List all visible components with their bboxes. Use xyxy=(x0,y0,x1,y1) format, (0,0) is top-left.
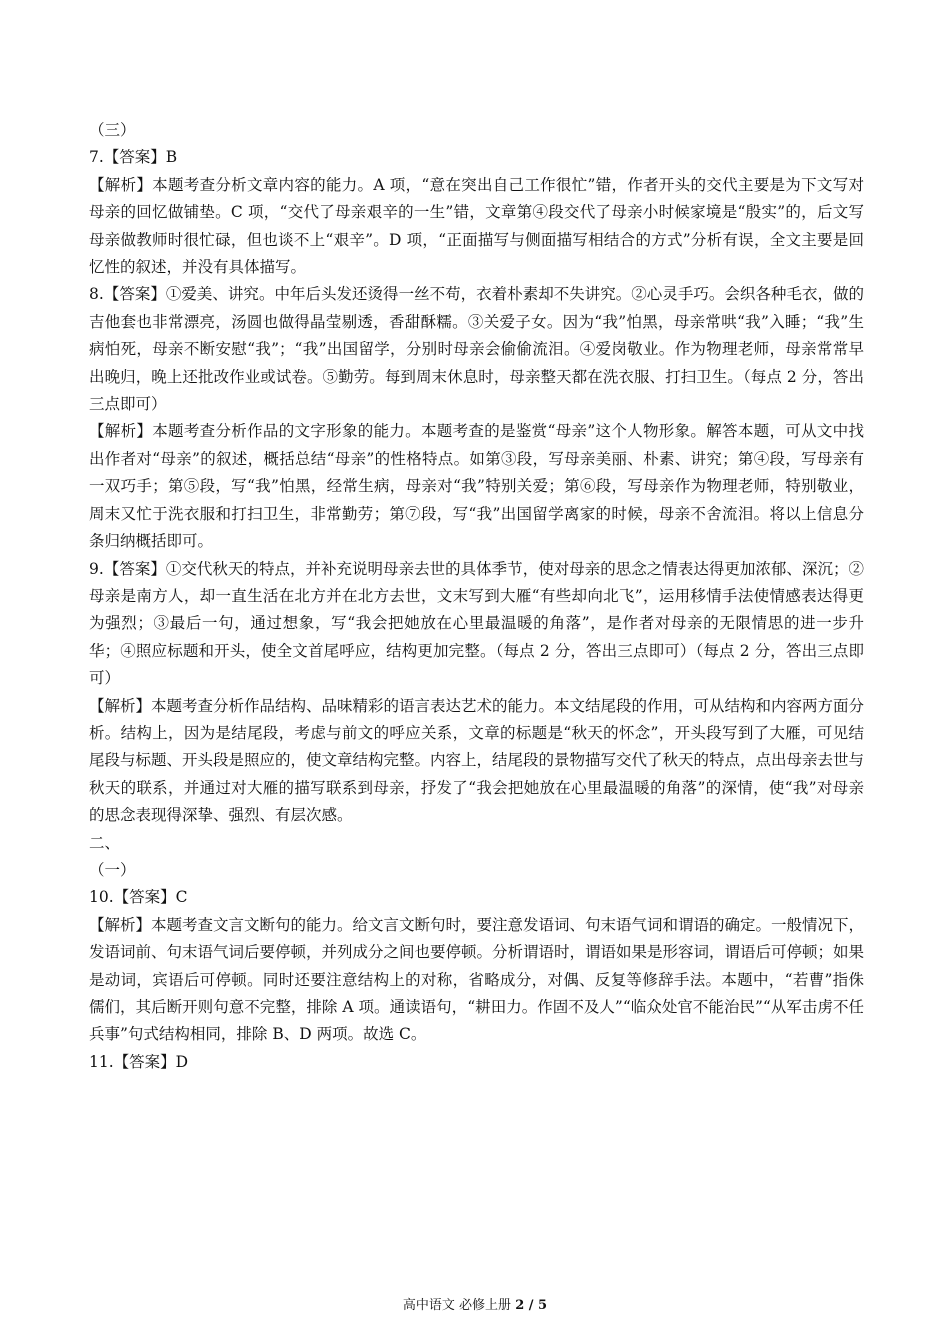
document-body xyxy=(89,117,864,1076)
page-footer xyxy=(0,1294,950,1313)
analysis-7: 【解析】本题考查分析文章内容的能力。A 项，“意在突出自己工作很忙”错，作者开头的交代主要是为下文写对母亲的回忆做铺垫。C 项，“交代了母亲艰辛的一生”错，文章第④段交代了母亲小时候家境是“殷实”的，后文写母亲做教师时很忙碌，但也谈不上“艰辛”。D 项，“正面描写与侧面描写相结合的方式”分析有误，全文主要是回忆性的叙述，并没有具体描写。 xyxy=(89,175,864,277)
section-heading-3: （三） xyxy=(89,121,136,139)
analysis-8: 【解析】本题考查分析作品的文字形象的能力。本题考查的是鉴赏“母亲”这个人物形象。解答本题，可从文中找出作者对“母亲”的叙述，概括总结“母亲”的性格特点。如第③段，写母亲美丽、朴素、讲究；第④段，写母亲有一双巧手；第⑤段，写“我”怕黑，经常生病，母亲对“我”特别关爱；第⑥段，写母亲作为物理老师，特别敬业，周末又忙于洗衣服和打扫卫生，非常勤劳；第⑦段，写“我”出国留学离家的时候，母亲不舍流泪。将以上信息分条归纳概括即可。 xyxy=(89,422,864,551)
answer-7: 7.【答案】B xyxy=(89,148,178,167)
page-number: 2 / 5 xyxy=(515,1298,548,1313)
part-heading-2: 二、 xyxy=(89,833,121,852)
answer-10: 10.【答案】C xyxy=(89,888,188,907)
answer-11: 11.【答案】D xyxy=(89,1052,189,1071)
footer-title: 高中语文 必修上册 xyxy=(402,1298,512,1313)
analysis-9: 【解析】本题考查分析作品结构、品味精彩的语言表达艺术的能力。本文结尾段的作用，可从结构和内容两方面分析。结构上，因为是结尾段，考虑与前文的呼应关系，文章的标题是“秋天的怀念”，开头段写到了大雁，可见结尾段与标题、开头段是照应的，使文章结构完整。内容上，结尾段的景物描写交代了秋天的特点，点出母亲去世与秋天的联系，并通过对大雁的描写联系到母亲，抒发了“我会把她放在心里最温暖的角落”的深情，使“我”对母亲的思念表现得深挚、强烈、有层次感。 xyxy=(89,696,865,825)
section-heading-1: （一） xyxy=(89,860,136,879)
analysis-10: 【解析】本题考查文言文断句的能力。给文言文断句时，要注意发语词、句末语气词和谓语的确定。一般情况下，发语词前、句末语气词后要停顿，并列成分之间也要停顿。分析谓语时，谓语如果是形容词，谓语后可停顿；如果是动词，宾语后可停顿。同时还要注意结构上的对称，省略成分，对偶、反复等修辞手法。本题中，“若曹”指侏儒们，其后断开则句意不完整，排除 A 项。通读语句，“耕田力。作固不及人”“临众处官不能治民”“从军击虏不任兵事”句式结构相同，排除 B、D 两项。故选 C。 xyxy=(89,915,865,1044)
answer-9: 9.【答案】①交代秋天的特点，并补充说明母亲去世的具体季节，使对母亲的思念之情表达得更加浓郁、深沉；②母亲是南方人，却一直生活在北方并在北方去世，文末写到大雁“有些却向北飞”，运用移情手法使情感表达得更为强烈；③最后一句，通过想象，写“我会把她放在心里最温暖的角落”，是作者对母亲的无限情思的进一步升华；④照应标题和开头，使全文首尾呼应，结构更加完整。（每点 2 分，答出三点即可）（每点 2 分，答出三点即可） xyxy=(89,559,864,688)
answer-8: 8.【答案】①爱美、讲究。中年后头发还烫得一丝不苟，衣着朴素却不失讲究。②心灵手巧。会织各种毛衣，做的吉他套也非常漂亮，汤圆也做得晶莹剔透，香甜酥糯。③关爱子女。因为“我”怕黑，母亲常哄“我”入睡；“我”生病怕死，母亲不断安慰“我”；“我”出国留学，分别时母亲会偷偷流泪。④爱岗敬业。作为物理老师，母亲常常早出晚归，晚上还批改作业或试卷。⑤勤劳。每到周末休息时，母亲整天都在洗衣服、打扫卫生。（每点 2 分，答出三点即可） xyxy=(89,285,864,414)
